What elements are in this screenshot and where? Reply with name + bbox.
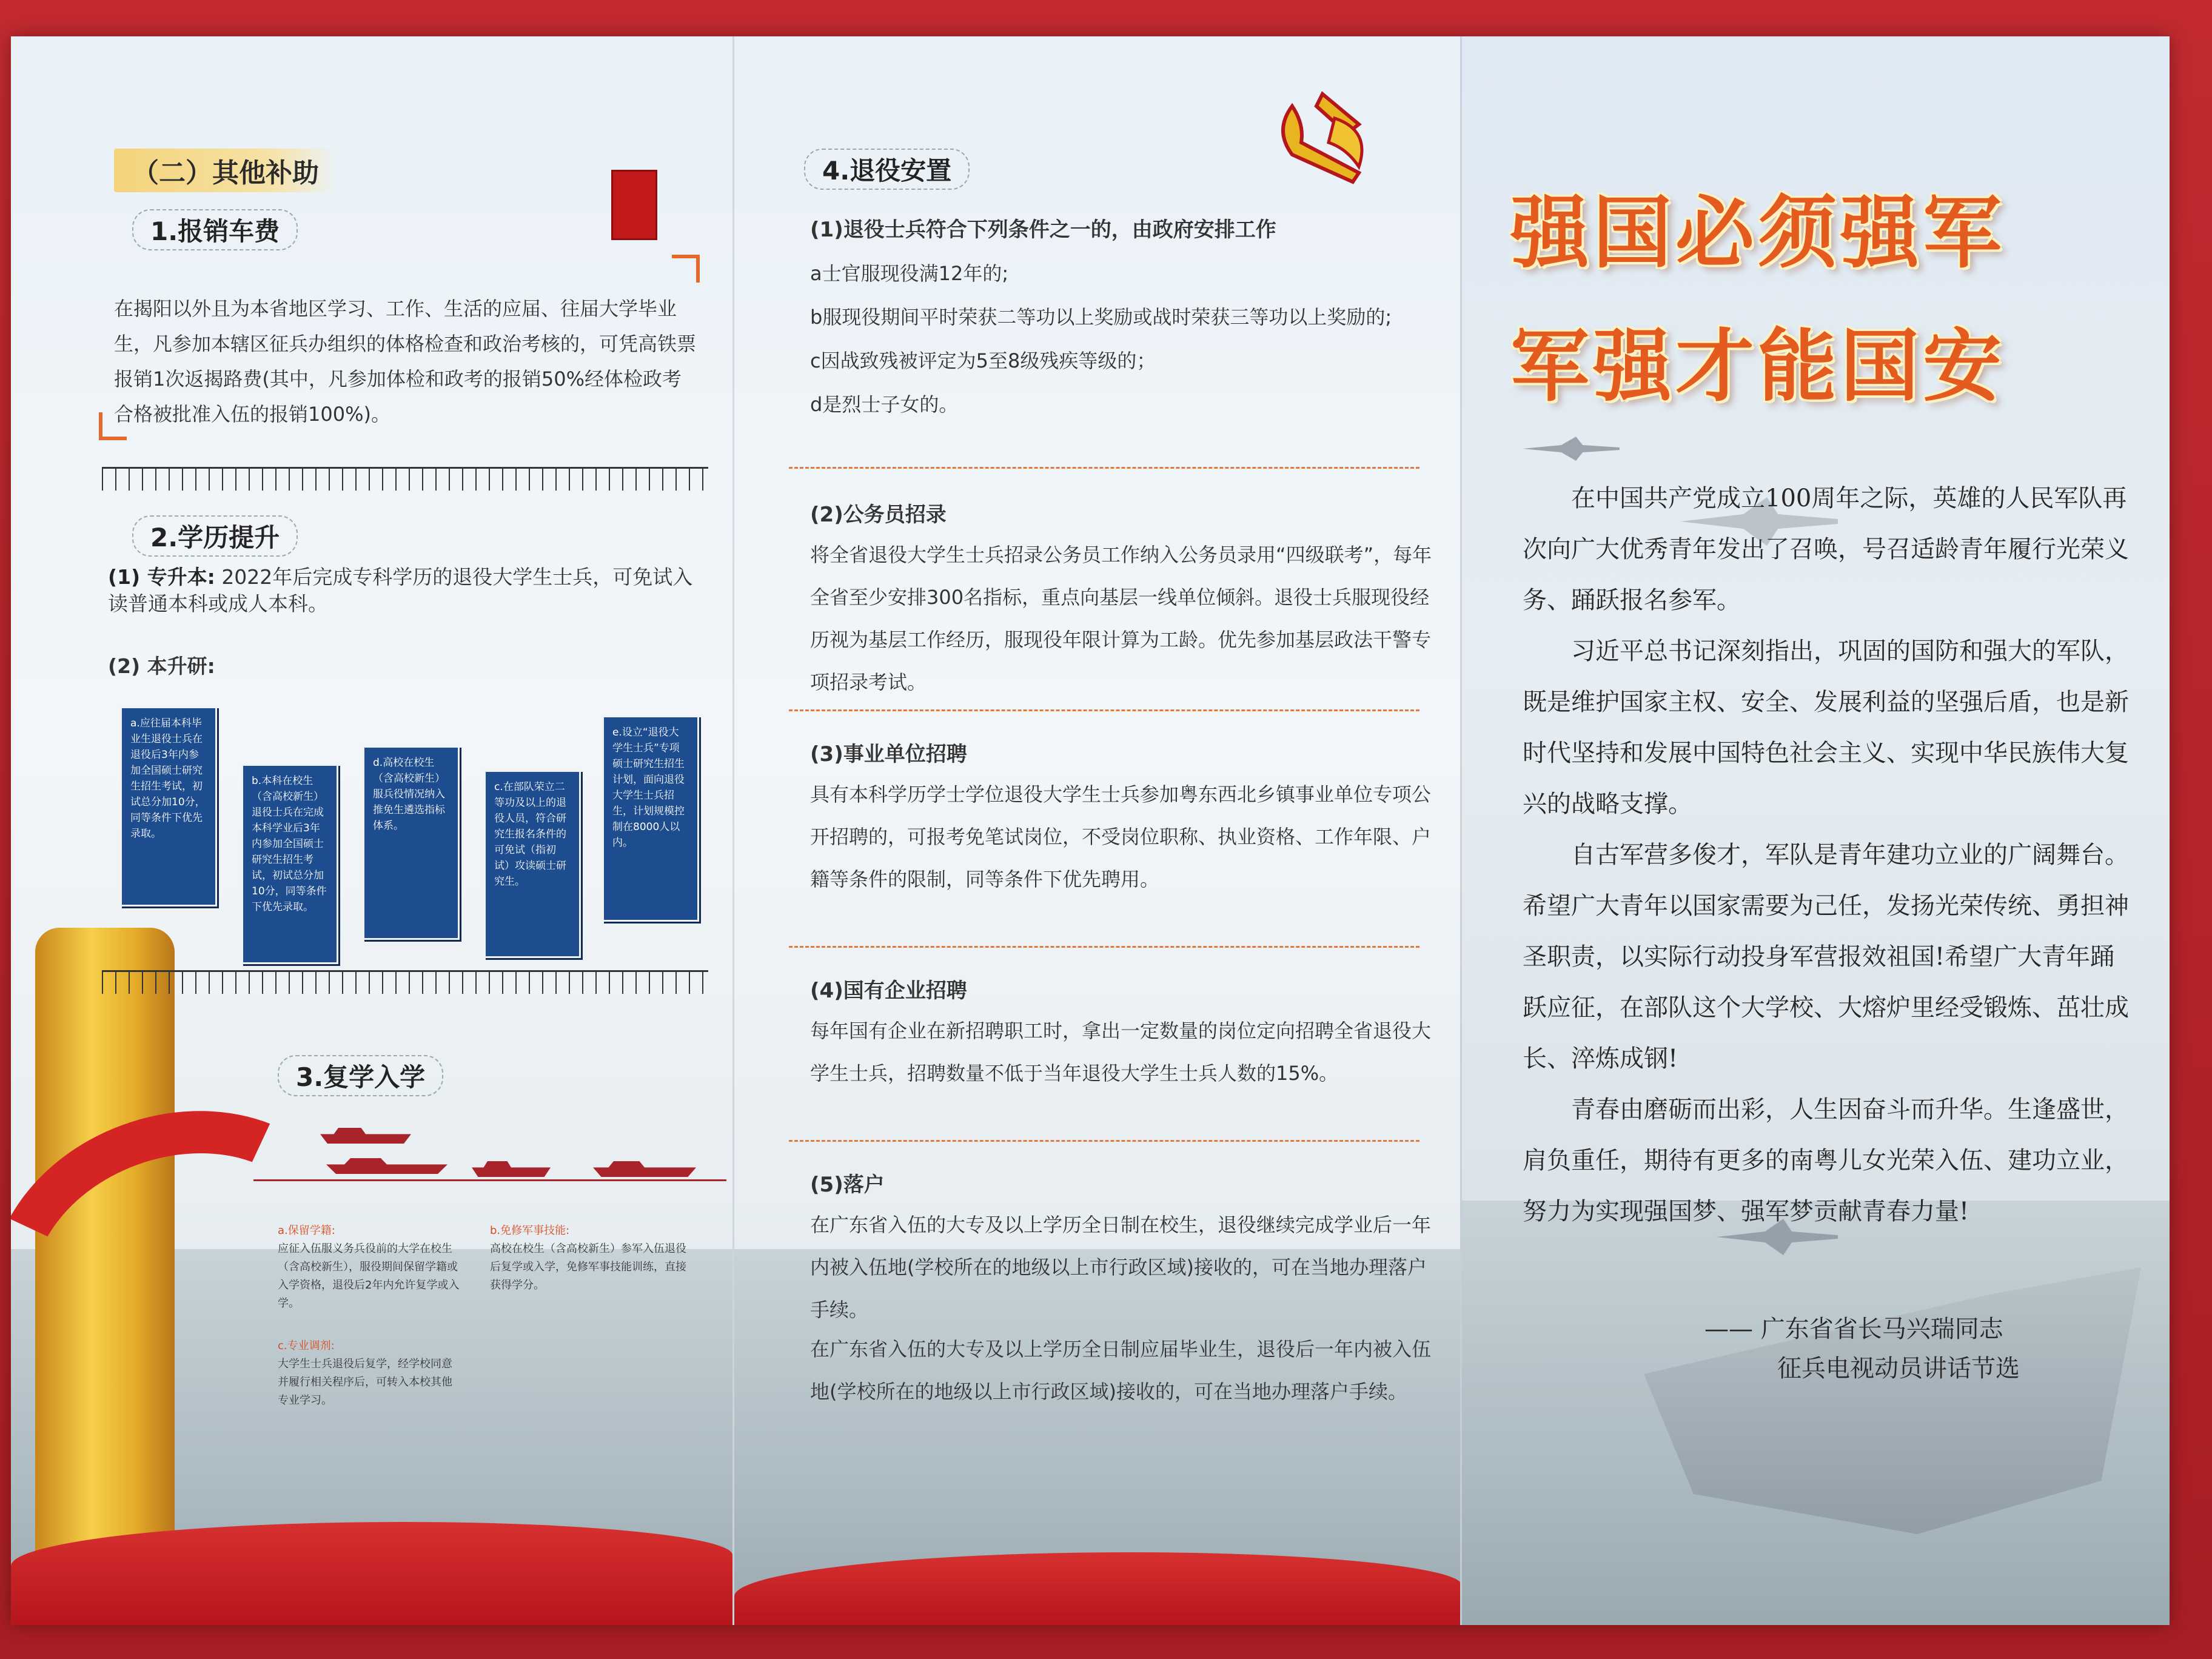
heading-civil-servant: (2)公务员招录 <box>810 503 947 527</box>
resume-a-title: a.保留学籍: <box>278 1224 335 1237</box>
slogan-line-2: 军强才能国安 <box>1510 320 2006 412</box>
slogan-line-1: 强国必须强军 <box>1510 187 2006 279</box>
condition-item: c因战致残被评定为5至8级残疾等级的； <box>810 349 1156 372</box>
speech-paragraph: 习近平总书记深刻指出，巩固的国防和强大的军队，既是维护国家主权、安全、发展利益的坚强后盾，也是新时代坚持和发展中国特色社会主义、实现中华民族伟大复兴的战略支撑。 <box>1523 637 2129 818</box>
resume-b-title: b.免修军事技能: <box>490 1224 570 1237</box>
panel-right <box>1460 36 2170 1625</box>
dashed-divider <box>789 467 1419 469</box>
edu-item-1-text: 2022年后完成专科学历的退役大学生士兵，可免试入读普通本科或成人本科。 <box>108 565 693 615</box>
sea-line-divider <box>253 1179 726 1181</box>
speech-paragraph: 在中国共产党成立100周年之际，英雄的人民军队再次向广大优秀青年发出了召唤，号召适龄青年履行光荣义务、踊跃报名参军。 <box>1523 484 2129 614</box>
speech-paragraph: 青春由磨砺而出彩，人生因奋斗而升华。生逢盛世，肩负重任，期待有更多的南粤儿女光荣入伍、建功立业，努力为实现强国梦、强军梦贡献青春力量! <box>1523 1096 2129 1225</box>
placement-conditions <box>810 252 1441 426</box>
dashed-divider <box>789 709 1419 711</box>
card-a: a.应往届本科毕业生退役士兵在退役后3年内参加全国硕士研究生招生考试，初试总分加10分，同等条件下优先录取。 <box>120 706 217 907</box>
subsection-title-resume-study: 3.复学入学 <box>278 1055 443 1096</box>
card-e: e.设立“退役大学生士兵”专项硕士研究生招生计划，面向退役大学生士兵招生，计划规模控制在8000人以内。 <box>602 716 699 922</box>
signature-line-1: —— 广东省省长马兴瑞同志 <box>1704 1315 2003 1343</box>
edu-item-2-label: (2) 本升研: <box>108 654 215 678</box>
resume-c-text: 大学生士兵退役后复学，经学校同意并履行相关程序后，可转入本校其他专业学习。 <box>278 1358 452 1407</box>
card-d: d.高校在校生（含高校新生）服兵役情况纳入推免生遴选指标体系。 <box>363 746 460 940</box>
corner-bracket-icon <box>672 255 700 283</box>
public-institution-body: 具有本科学历学士学位退役大学生士兵参加粤东西北乡镇事业单位专项公开招聘的，可报考免笔试岗位，不受岗位职称、执业资格、工作年限、户籍等条件的限制，同等条件下优先聘用。 <box>810 783 1432 891</box>
signature-line-2: 征兵电视动员讲话节选 <box>1777 1355 2020 1382</box>
warship-icon <box>320 1128 411 1144</box>
household-body-2: 在广东省入伍的大专及以上学历全日制应届毕业生，退役后一年内被入伍地(学校所在的地级以上市行政区域)接收的，可在当地办理落户手续。 <box>810 1338 1432 1403</box>
panel-middle <box>732 36 1462 1625</box>
condition-item: b服现役期间平时荣获二等功以上奖励或战时荣获三等功以上奖励的; <box>810 306 1392 329</box>
speech-paragraph: 自古军营多俊才，军队是青年建功立业的广阔舞台。希望广大青年以国家需要为己任，发扬光荣传统、勇担神圣职责，以实际行动投身军营报效祖国!希望广大青年踊跃应征，在部队这个大学校、大熔炉里经受锻炼、茁壮成长、淬炼成钢! <box>1523 841 2129 1073</box>
resume-a-text: 应征入伍服义务兵役前的大学在校生（含高校新生），服役期间保留学籍或入学资格，退役后2年内允许复学或入学。 <box>278 1242 460 1310</box>
fare-body: 在揭阳以外且为本省地区学习、工作、生活的应届、往届大学毕业生，凡参加本辖区征兵办组织的体格检查和政治考核的，可凭高铁票报销1次返揭路费(其中，凡参加体检和政考的报销50%经体检政考合格被批准入伍的报销100%)。 <box>114 297 697 426</box>
heading-household-registration: (5)落户 <box>810 1173 885 1197</box>
corner-bracket-icon <box>99 412 127 440</box>
resume-c-title: c.专业调剂: <box>278 1339 335 1352</box>
condition-item: a士官服现役满12年的; <box>810 262 1009 285</box>
state-enterprise-body: 每年国有企业在新招聘职工时，拿出一定数量的岗位定向招聘全省退役大学生士兵，招聘数量不低于当年退役大学生士兵人数的15%。 <box>810 1019 1432 1085</box>
heading-state-enterprise: (4)国有企业招聘 <box>810 979 967 1003</box>
panel-left <box>11 36 732 1625</box>
subsection-title-fare: 1.报销车费 <box>132 209 298 250</box>
ruler-divider <box>102 970 708 994</box>
warship-icon <box>472 1161 551 1177</box>
brochure <box>11 36 2170 1625</box>
edu-item-1-label: (1) 专升本: <box>108 565 215 589</box>
warship-icon <box>326 1158 447 1174</box>
heading-public-institution: (3)事业单位招聘 <box>810 742 967 766</box>
subsection-title-education: 2.学历提升 <box>132 515 298 557</box>
book-icon <box>611 170 657 240</box>
resume-b-text: 高校在校生（含高校新生）参军入伍退役后复学或入学，免修军事技能训练，直接获得学分。 <box>490 1242 686 1292</box>
ruler-divider <box>102 467 708 491</box>
warship-icon <box>593 1161 696 1177</box>
civil-servant-body: 将全省退役大学生士兵招录公务员工作纳入公务员录用“四级联考”，每年全省至少安排300名指标，重点向基层一线单位倾斜。退役士兵服现役经历视为基层工作经历，服现役年限计算为工龄。优先参加基层政法干警专项招录考试。 <box>810 543 1432 694</box>
fighter-jet-image <box>1523 437 1620 461</box>
red-wave-band <box>11 1522 732 1625</box>
card-b: b.本科在校生（含高校新生）退役士兵在完成本科学业后3年内参加全国硕士研究生招生考试，初试总分加10分，同等条件下优先录取。 <box>241 764 338 964</box>
section-title: （二）其他补助 <box>114 149 337 192</box>
condition-item: d是烈士子女的。 <box>810 393 959 416</box>
dashed-divider <box>789 946 1419 948</box>
heading-government-placement: (1)退役士兵符合下列条件之一的，由政府安排工作 <box>810 218 1276 242</box>
speech-text <box>1523 473 2129 1237</box>
edu-item-1 <box>108 564 708 617</box>
household-body-1: 在广东省入伍的大专及以上学历全日制在校生，退役继续完成学业后一年内被入伍地(学校所在的地级以上市行政区域)接收的，可在当地办理落户手续。 <box>810 1213 1432 1321</box>
dashed-divider <box>789 1140 1419 1142</box>
party-emblem-icon <box>1268 82 1389 185</box>
card-c: c.在部队荣立二等功及以上的退役人员，符合研究生报名条件的可免试（指初试）攻读硕士研究生。 <box>484 770 581 958</box>
section-title-resettlement: 4.退役安置 <box>804 149 970 190</box>
